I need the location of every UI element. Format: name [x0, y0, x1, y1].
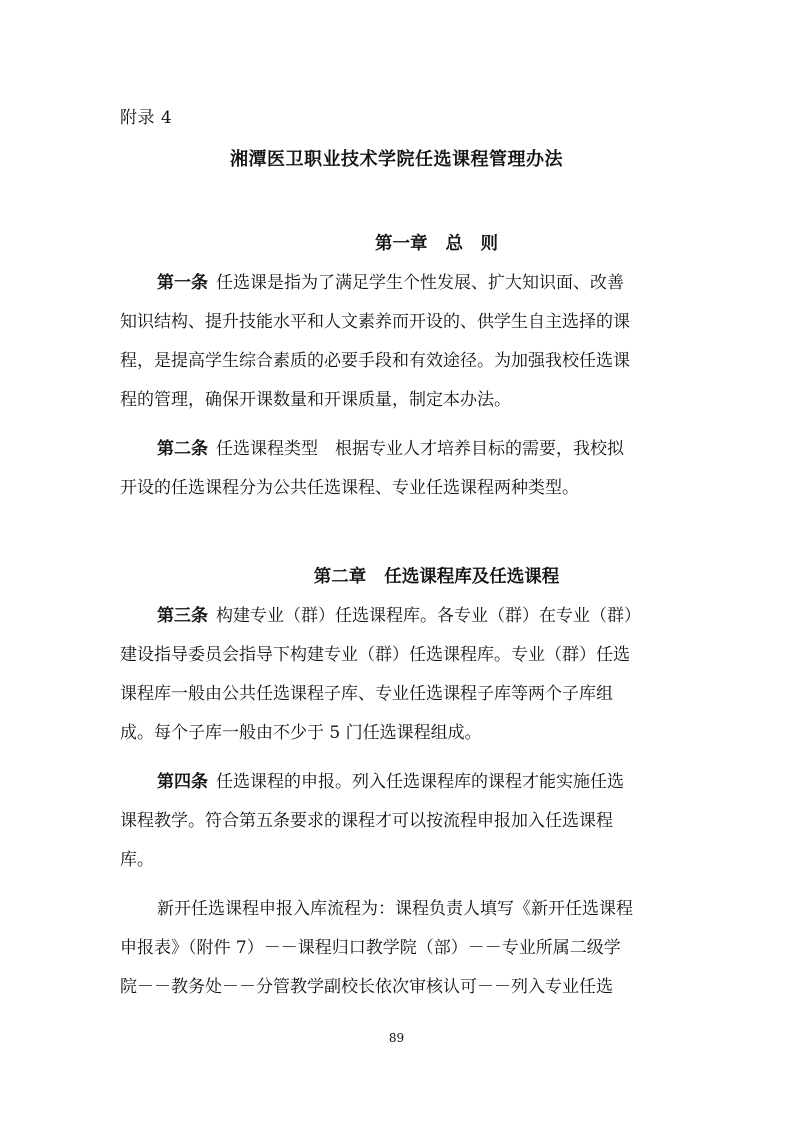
article-2-line	[120, 430, 673, 469]
article-3	[120, 597, 673, 753]
article-4	[120, 763, 673, 880]
chapter-2-name: 任选课程库及任选课程	[384, 567, 560, 587]
article-4-line: 课程教学。符合第五条要求的课程才可以按流程申报加入任选课程	[120, 811, 613, 831]
article-3-line: 课程库一般由公共任选课程子库、专业任选课程子库等两个子库组	[120, 684, 613, 704]
article-1-line	[120, 264, 673, 303]
flow-paragraph	[120, 890, 673, 1007]
article-3-label: 第三条	[157, 606, 208, 626]
appendix-label: 附录 4	[120, 108, 173, 128]
article-2-line: 开设的任选课程分为公共任选课程、专业任选课程两种类型。	[120, 478, 579, 498]
flow-line: 新开任选课程申报入库流程为：课程负责人填写《新开任选课程	[157, 899, 633, 919]
flow-line: 申报表》（附件 7）－－课程归口教学院（部）－－专业所属二级学	[120, 938, 621, 958]
article-4-label: 第四条	[157, 772, 208, 792]
chapter-1-heading	[0, 230, 793, 255]
document-title: 湘潭医卫职业技术学院任选课程管理办法	[230, 149, 563, 170]
article-3-text: 构建专业（群）任选课程库。各专业（群）在专业（群）	[216, 606, 641, 626]
article-2-text: 任选课程类型 根据专业人才培养目标的需要，我校拟	[216, 439, 624, 459]
chapter-2-number: 第二章	[313, 567, 367, 587]
article-1-text: 任选课是指为了满足学生个性发展、扩大知识面、改善	[216, 273, 624, 293]
article-1	[120, 264, 673, 420]
chapter-1-number: 第一章	[375, 234, 428, 254]
article-3-line: 成。每个子库一般由不少于 5 门任选课程组成。	[120, 723, 482, 743]
article-4-line	[120, 763, 673, 802]
article-3-line	[120, 597, 673, 636]
article-1-line: 程的管理，确保开课数量和开课质量，制定本办法。	[120, 390, 511, 410]
chapter-2-heading	[0, 563, 793, 588]
article-3-line: 建设指导委员会指导下构建专业（群）任选课程库。专业（群）任选	[120, 645, 630, 665]
page-number: 89	[388, 1031, 405, 1045]
flow-line: 院－－教务处－－分管教学副校长依次审核认可－－列入专业任选	[120, 977, 613, 997]
chapter-1-name: 总 则	[445, 234, 498, 254]
article-4-text: 任选课程的申报。列入任选课程库的课程才能实施任选	[216, 772, 624, 792]
article-1-line: 程，是提高学生综合素质的必要手段和有效途径。为加强我校任选课	[120, 351, 630, 371]
article-1-label: 第一条	[157, 273, 208, 293]
article-2-label: 第二条	[157, 439, 208, 459]
article-2	[120, 430, 673, 508]
article-1-line: 知识结构、提升技能水平和人文素养而开设的、供学生自主选择的课	[120, 312, 630, 332]
article-4-line: 库。	[120, 850, 154, 870]
